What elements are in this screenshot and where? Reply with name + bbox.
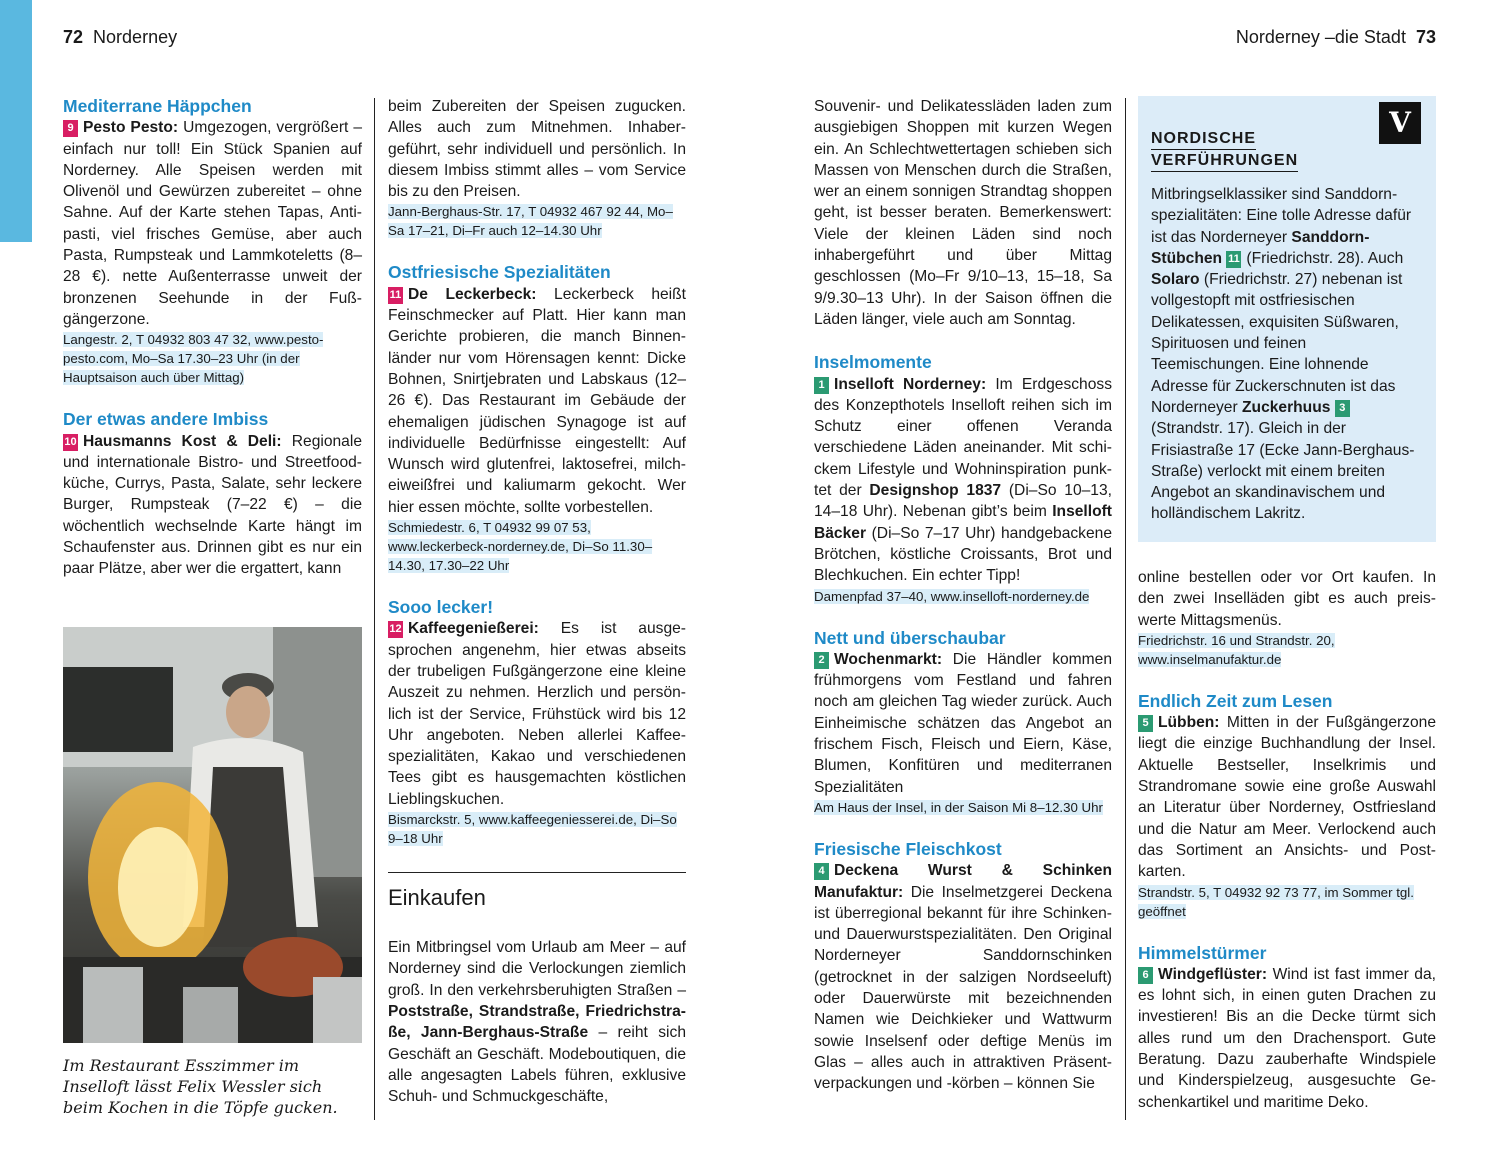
entry-address — [1138, 883, 1436, 921]
entry-heading: Endlich Zeit zum Lesen — [1138, 690, 1333, 711]
column-2 — [388, 96, 686, 1107]
address-text: Damenpfad 37–40, www.inselloft-norderney.de — [814, 588, 1090, 604]
entry-heading: Nett und überschaubar — [814, 627, 1006, 648]
highlight-title — [1151, 128, 1298, 172]
entry-heading: Ostfriesische Spezialitäten — [388, 262, 611, 283]
continued-text: Souvenir- und Delikatessläden laden zum ausgiebigen Shoppen mit kurzen Wegen ein. An Schlechtwettertagen schieben sich Massen von Menschen durch die Straßen, wer an einem sonnigen Strandtag shoppen geht, ist besser beraten. Bemerkenswert: Viele der kleinen Läden sind noch inhabergeführt und über Mittag geschlossen (Mo–Fr 9/10–13, 15–18, Sa 9/9.30–13 Uhr). In der Saison öffnen die Läden länger, viele auch am Sonntag. — [814, 98, 1112, 328]
entry-text: Wind ist fast immer da, es lohnt sich, in einen guten Drachen zu investieren! Bis an die Decke türmt sich alles rund um den Drachensport. Gute Beratung. Dazu zauberhafte Windspiele und Kinderspielzeug, ausgesuchte Geschenkartikel und maritime Deko. — [1138, 965, 1436, 1111]
section-text: Ein Mitbringsel vom Urlaub am Meer – auf Norderney sind die Verlockungen ziemlich groß. In den verkehrsberuhigten Straßen – — [388, 939, 686, 999]
highlight-copy: Mitbringselklassiker sind Sanddornspezialitäten: Eine tolle Adresse dafür ist das Norderneyer — [1151, 186, 1412, 246]
column-1 — [63, 96, 362, 580]
entry-text: Umgezogen, vergrößert – einfach nur toll! Ein Stück Spanien auf Norderney. Alle Speisen werden mit Olivenöl und Gewürzen zubereitet – ohne Sahne. Auf der Karte stehen Tapas, Antipasti, viel frisches Gemüse, aber auch Pasta, Rumpsteak und Lammkoteletts (8–28 €). nette Außenterrasse unweit der bronzenen Seehunde in der Fußgängerzone. — [63, 119, 362, 328]
entry-address — [63, 330, 362, 387]
entry-name: Pesto Pesto: — [83, 119, 179, 137]
continued-text: online bestellen oder vor Ort kaufen. In den zwei Inselläden gibt es auch preiswerte Mittagsmenüs. — [1138, 569, 1436, 629]
continued-text: beim Zubereiten der Speisen zugucken. Alles auch zum Mitnehmen. Inhabergeführt, sehr individuell und persönlich. In diesem Imbiss stimmt alles – vom Service bis zu den Preisen. — [388, 98, 686, 201]
entry-heading: Friesische Fleischkost — [814, 838, 1002, 859]
highlight-box — [1138, 96, 1436, 542]
chef-photo-illustration — [63, 627, 362, 1043]
entry-name: De Leckerbeck: — [408, 285, 537, 303]
entry-address — [388, 202, 686, 240]
entry-luebben — [1138, 712, 1436, 882]
highlight-copy: (Friedrichstr. 28). Auch — [1246, 249, 1404, 267]
section-streets: Poststraße, Strandstraße, Friedrichstraße, Jann-Berghaus-Straße — [388, 1002, 686, 1042]
entry-address — [1138, 631, 1436, 669]
section-intro — [388, 937, 686, 1107]
entry-heading: Sooo lecker! — [388, 597, 494, 618]
entry-text: (Di–So 7–17 Uhr) handgebackene Brötchen, köstliche Croissants, Brot und Blechkuchen. Ein echter Tipp! — [814, 524, 1112, 585]
shop-name: Solaro — [1151, 271, 1200, 289]
address-text: Strandstr. 5, T 04932 92 73 77, im Sommer tgl. geöffnet — [1138, 884, 1414, 919]
map-number-badge: 10 — [63, 434, 78, 451]
address-text: Langestr. 2, T 04932 803 47 32, www.pestopesto.com, Mo–Sa 17.30–23 Uhr (in der Hauptsaison auch über Mittag) — [63, 332, 324, 386]
entry-text: Regionale und internationale Bistro- und Streetfoodküche, Currys, Pasta, Salate, sehr leckere Burger, Rumpsteak (7–22 €) – die wöchentlich wechselnde Karte hängt im Schaufenster aus. Drinnen gibt es nur ein paar Plätze, aber wer die ergattert, kann — [63, 432, 362, 578]
entry-wochenmarkt — [814, 649, 1112, 798]
highlight-copy: (Strandstr. 17). Gleich in der Frisiastraße 17 (Ecke Jann-Berghaus-Straße) verlockt mit einem breiten Angebot an skandinavischem und holländischem Lakritz. — [1151, 420, 1415, 523]
entry-heading: Himmelstürmer — [1138, 942, 1267, 963]
entry-name: Windgeflüster: — [1158, 965, 1268, 983]
entry-heading: Der etwas andere Imbiss — [63, 409, 269, 430]
left-page-number: 72 — [63, 27, 84, 47]
entry-pesto-pesto — [63, 117, 362, 330]
right-running-title: Norderney –die Stadt — [1235, 27, 1406, 47]
address-text: Am Haus der Insel, in der Saison Mi 8–12.30 Uhr — [814, 799, 1103, 815]
entry-address — [814, 587, 1112, 606]
highlight-text — [1151, 184, 1416, 525]
shop-name: Inselloft Bäcker — [814, 503, 1112, 542]
entry-name: Deckena Wurst & Schinken Manufaktur: — [814, 862, 1112, 901]
entry-text: Es ist ausgesprochen angenehm, hier etwas abseits der trubeligen Fußgängerzone eine kleine Auszeit zu nehmen. Herzlich und persönlich ist der Service, Frühstück wird bis 12 Uhr angeboten. Neben allerlei Kaffeespezialitäten, Kakao und verschiedenen Tees gibt es hausgemachten köstlichen Lieblingskuchen. — [388, 620, 686, 808]
entry-inselloft — [814, 374, 1112, 587]
photo-caption: Im Restaurant Esszimmer im Inselloft lässt Felix Wessler sich beim Kochen in die Töpfe gucken. — [63, 1056, 338, 1117]
highlight-badge: V — [1379, 102, 1421, 144]
left-page-header — [63, 27, 177, 48]
entry-deckena — [814, 860, 1112, 1094]
shop-number-badge: 3 — [1335, 400, 1350, 417]
entry-text: Mitten in der Fußgängerzone liegt die einzige Buchhandlung der Insel. Aktuelle Bestseller, Inselkrimis und Strandromane sowie eine große Auswahl an Literatur über Norderney, Ostfriesland und die Natur am Meer. Verlockend auch das Sortiment an Ansichts- und Postkarten. — [1138, 714, 1436, 881]
column-divider — [1125, 98, 1126, 1120]
entry-name: Inselloft Norderney: — [834, 375, 987, 393]
address-text: Bismarckstr. 5, www.kaffeegeniesserei.de, Di–So 9–18 Uhr — [388, 812, 677, 847]
column-divider — [374, 98, 375, 1120]
entry-address — [388, 518, 686, 575]
shop-name: Designshop 1837 — [869, 482, 1002, 500]
shop-number-badge: 2 — [814, 652, 829, 669]
section-title: Einkaufen — [388, 885, 486, 911]
map-number-badge: 12 — [388, 621, 403, 638]
entry-name: Lübben: — [1158, 714, 1220, 732]
entry-text: Leckerbeck heißt Feinschmecker auf Platt. Hier kann man Gerichte probieren, die manch Binnenländer nur vom Hörensagen kennt: Dicke Bohnen, Snirtjebraten und Labskaus (12–26 €). Das Restaurant im Gebäude der ehemaligen jüdischen Synagoge ist auf individuelle Bedürfnisse eingestellt: Auf Wunsch wird glutenfrei, laktosefrei, milch-eiweißfrei und kaliumarm gekocht. Wer hier essen möchte, sollte vorbestellen. — [388, 285, 686, 516]
address-text: Friedrichstr. 16 und Strandstr. 20, www.inselmanufaktur.de — [1138, 632, 1335, 667]
highlight-title-line: VERFÜHRUNGEN — [1151, 150, 1298, 172]
entry-text: Im Erdgeschoss des Konzepthotels Inselloft reihen sich im Schutz einer offenen Veranda verschiedene Läden aneinander. Mit schickem Lifestyle und Wohninspiration punktet der — [814, 375, 1112, 500]
shop-number-badge: 4 — [814, 863, 829, 880]
shop-number-badge: 1 — [814, 377, 829, 394]
entry-hausmanns — [63, 431, 362, 580]
entry-windgefluester — [1138, 964, 1436, 1113]
entry-kaffeegeniesserei — [388, 618, 686, 810]
entry-name: Kaffeegenießerei: — [408, 620, 539, 638]
map-number-badge: 11 — [388, 287, 403, 304]
section-text: – reiht sich Geschäft an Geschäft. Modeboutiquen, die alle angesagten Labels führen, exklusive Schuh- und Schmuckgeschäfte, — [388, 1024, 686, 1106]
shop-name: Sanddorn-Stübchen — [1151, 228, 1370, 267]
entry-address — [814, 798, 1112, 817]
highlight-copy: (Friedrichstr. 27) nebenan ist vollgestopft mit ostfriesischen Delikatessen, exquisiten Süßwaren, Spirituosen und feinen Teemischungen. Eine lohnende Adresse für Zuckerschnuten ist das Norderneyer — [1151, 271, 1403, 416]
address-text: Schmiedestr. 6, T 04932 99 07 53, www.leckerbeck-norderney.de, Di–So 11.30–14.30, 17.30–22 Uhr — [388, 520, 653, 574]
left-running-title: Norderney — [93, 27, 178, 47]
entry-text: Die Händler kommen frühmorgens vom Festland und fahren noch am gleichen Tag wieder zurück. Auch Einheimische schätzen das Angebot an frischem Fisch, Fleisch und Eiern, Käse, Blumen, Konfitüren und mediterranen Spezialitäten — [814, 650, 1112, 796]
chef-photo — [63, 627, 362, 1043]
chapter-tab — [0, 0, 32, 242]
entry-name: Wochenmarkt: — [834, 650, 943, 668]
entry-heading: Inselmomente — [814, 352, 932, 373]
right-page-number: 73 — [1415, 27, 1436, 47]
column-3 — [814, 96, 1112, 1094]
right-page-header — [1236, 27, 1436, 48]
entry-heading: Mediterrane Häppchen — [63, 96, 252, 116]
address-text: Jann-Berghaus-Str. 17, T 04932 467 92 44, Mo–Sa 17–21, Di–Fr auch 12–14.30 Uhr — [388, 204, 673, 239]
column-4 — [1138, 567, 1436, 1113]
entry-name: Hausmanns Kost & Deli: — [83, 432, 282, 450]
section-rule — [388, 872, 686, 873]
entry-de-leckerbeck — [388, 284, 686, 518]
highlight-title-line: NORDISCHE — [1151, 128, 1256, 150]
shop-name: Zuckerhuus — [1242, 398, 1331, 416]
map-number-badge: 9 — [63, 120, 78, 137]
entry-text: (Di–So 10–13, 14–18 Uhr). Nebenan gibt’s beim — [814, 482, 1112, 521]
entry-address — [388, 810, 686, 848]
shop-number-badge: 11 — [1226, 251, 1241, 268]
entry-text: Die Inselmetzgerei Deckena ist überregional bekannt für ihre Schinken- und Dauerwurstspezialitäten. Den Original Norderneyer Sanddornschinken (getrocknet in der salzigen Nordseeluft) oder Dauerwürste mit bezeichnenden Namen wie Deichkieker und Wattwurm sowie Inselsenf oder deftige Menüs im Glas – alles auch in attraktiven Präsentverpackungen und -körben – können Sie — [814, 883, 1112, 1093]
shop-number-badge: 5 — [1138, 715, 1153, 732]
shop-number-badge: 6 — [1138, 967, 1153, 984]
